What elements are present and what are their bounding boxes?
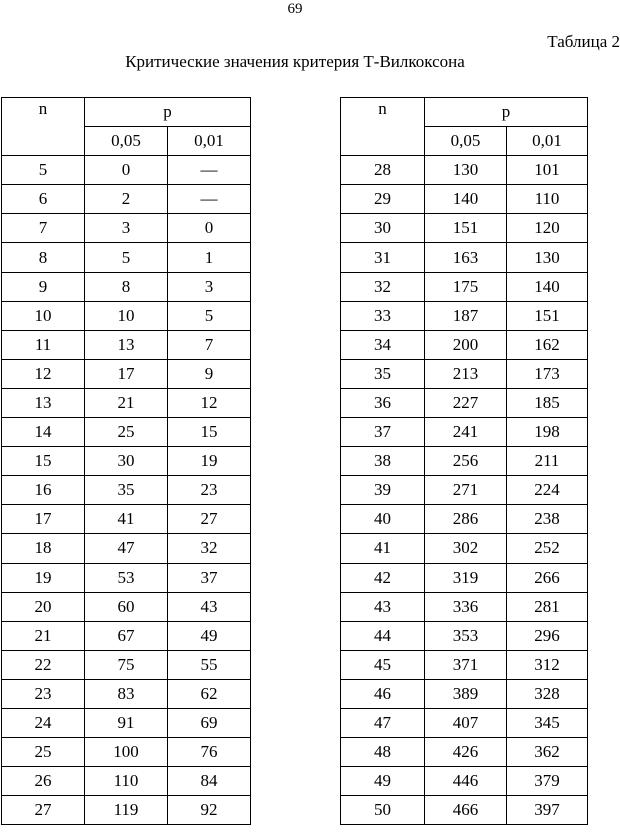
cell-n: 11 — [2, 330, 85, 359]
cell-p-001: 312 — [507, 650, 588, 679]
header-n: n — [341, 98, 425, 156]
cell-p-005: 8 — [85, 272, 168, 301]
cell-p-005: 200 — [425, 330, 507, 359]
cell-p-001: 120 — [507, 214, 588, 243]
table-row — [2, 185, 251, 214]
table-row — [341, 301, 588, 330]
table-row — [2, 388, 251, 417]
cell-p-001: 62 — [168, 679, 251, 708]
cell-p-005: 140 — [425, 185, 507, 214]
cell-n: 21 — [2, 621, 85, 650]
cell-n: 24 — [2, 708, 85, 737]
cell-p-005: 30 — [85, 447, 168, 476]
cell-n: 42 — [341, 563, 425, 592]
cell-p-005: 13 — [85, 330, 168, 359]
cell-p-001: 0 — [168, 214, 251, 243]
table-row — [2, 650, 251, 679]
table-row — [341, 388, 588, 417]
cell-p-005: 426 — [425, 738, 507, 767]
cell-n: 43 — [341, 592, 425, 621]
table-row — [2, 214, 251, 243]
cell-n: 30 — [341, 214, 425, 243]
header-p-005: 0,05 — [85, 127, 168, 156]
cell-p-005: 241 — [425, 418, 507, 447]
cell-n: 10 — [2, 301, 85, 330]
cell-p-005: 389 — [425, 679, 507, 708]
cell-n: 29 — [341, 185, 425, 214]
table-row — [2, 563, 251, 592]
cell-n: 44 — [341, 621, 425, 650]
table-row — [2, 679, 251, 708]
table-row — [2, 272, 251, 301]
table-row — [2, 505, 251, 534]
cell-p-001: 130 — [507, 243, 588, 272]
cell-p-005: 100 — [85, 738, 168, 767]
cell-p-005: 2 — [85, 185, 168, 214]
cell-p-001: 281 — [507, 592, 588, 621]
cell-p-005: 75 — [85, 650, 168, 679]
cell-p-001: 9 — [168, 359, 251, 388]
cell-p-001: 7 — [168, 330, 251, 359]
cell-p-001: 362 — [507, 738, 588, 767]
cell-p-005: 151 — [425, 214, 507, 243]
cell-n: 35 — [341, 359, 425, 388]
cell-p-005: 41 — [85, 505, 168, 534]
cell-p-001: 92 — [168, 796, 251, 825]
cell-n: 15 — [2, 447, 85, 476]
cell-p-001: 1 — [168, 243, 251, 272]
cell-n: 34 — [341, 330, 425, 359]
cell-n: 32 — [341, 272, 425, 301]
table-row — [341, 243, 588, 272]
table-row — [2, 243, 251, 272]
table-row — [341, 679, 588, 708]
cell-p-005: 91 — [85, 708, 168, 737]
cell-p-005: 83 — [85, 679, 168, 708]
cell-p-001: 379 — [507, 767, 588, 796]
cell-n: 47 — [341, 708, 425, 737]
table-label: Таблица 2 — [547, 32, 620, 51]
cell-p-001: 27 — [168, 505, 251, 534]
cell-n: 26 — [2, 767, 85, 796]
cell-n: 20 — [2, 592, 85, 621]
page-number: 69 — [287, 1, 303, 17]
cell-p-001: 162 — [507, 330, 588, 359]
cell-p-001: 5 — [168, 301, 251, 330]
table-row — [341, 156, 588, 185]
table-row — [2, 767, 251, 796]
table-row — [341, 505, 588, 534]
cell-p-001: 296 — [507, 621, 588, 650]
cell-n: 8 — [2, 243, 85, 272]
cell-p-005: 25 — [85, 418, 168, 447]
table-row — [2, 534, 251, 563]
cell-n: 49 — [341, 767, 425, 796]
critical-values-table-right — [340, 97, 588, 825]
cell-p-005: 163 — [425, 243, 507, 272]
cell-n: 45 — [341, 650, 425, 679]
critical-values-table-left — [1, 97, 251, 825]
cell-n: 31 — [341, 243, 425, 272]
cell-n: 37 — [341, 418, 425, 447]
cell-p-001: — — [168, 156, 251, 185]
table-row — [341, 621, 588, 650]
cell-n: 7 — [2, 214, 85, 243]
cell-p-005: 10 — [85, 301, 168, 330]
cell-n: 18 — [2, 534, 85, 563]
cell-p-005: 446 — [425, 767, 507, 796]
cell-p-005: 17 — [85, 359, 168, 388]
table-row — [341, 650, 588, 679]
table-row — [2, 301, 251, 330]
table-row — [2, 796, 251, 825]
cell-p-001: 328 — [507, 679, 588, 708]
table-row — [341, 563, 588, 592]
cell-p-001: 224 — [507, 476, 588, 505]
cell-n: 9 — [2, 272, 85, 301]
cell-p-001: 238 — [507, 505, 588, 534]
header-row — [341, 98, 588, 127]
table-row — [341, 330, 588, 359]
table-row — [2, 447, 251, 476]
cell-p-005: 256 — [425, 447, 507, 476]
table-row — [341, 272, 588, 301]
header-n: n — [2, 98, 85, 156]
cell-p-005: 227 — [425, 388, 507, 417]
cell-p-001: 76 — [168, 738, 251, 767]
cell-p-005: 60 — [85, 592, 168, 621]
cell-p-005: 407 — [425, 708, 507, 737]
cell-p-005: 21 — [85, 388, 168, 417]
cell-p-005: 353 — [425, 621, 507, 650]
header-row — [2, 98, 251, 127]
cell-n: 13 — [2, 388, 85, 417]
table-row — [341, 738, 588, 767]
cell-p-005: 371 — [425, 650, 507, 679]
table-row — [341, 447, 588, 476]
cell-n: 46 — [341, 679, 425, 708]
table-row — [341, 476, 588, 505]
cell-p-001: 110 — [507, 185, 588, 214]
cell-p-001: 84 — [168, 767, 251, 796]
cell-p-005: 187 — [425, 301, 507, 330]
cell-n: 40 — [341, 505, 425, 534]
cell-p-005: 213 — [425, 359, 507, 388]
cell-p-001: 49 — [168, 621, 251, 650]
cell-p-005: 130 — [425, 156, 507, 185]
cell-p-001: 198 — [507, 418, 588, 447]
cell-n: 5 — [2, 156, 85, 185]
table-row — [2, 359, 251, 388]
cell-p-001: 12 — [168, 388, 251, 417]
cell-n: 16 — [2, 476, 85, 505]
cell-p-001: 69 — [168, 708, 251, 737]
table-row — [2, 621, 251, 650]
cell-p-001: 15 — [168, 418, 251, 447]
cell-p-005: 271 — [425, 476, 507, 505]
header-p: p — [85, 98, 251, 127]
table-title: Критические значения критерия Т-Вилкоксона — [125, 52, 465, 71]
cell-n: 23 — [2, 679, 85, 708]
cell-p-005: 67 — [85, 621, 168, 650]
cell-n: 14 — [2, 418, 85, 447]
table-row — [341, 592, 588, 621]
cell-p-005: 47 — [85, 534, 168, 563]
cell-p-005: 175 — [425, 272, 507, 301]
table-row — [2, 592, 251, 621]
cell-p-005: 5 — [85, 243, 168, 272]
cell-p-005: 466 — [425, 796, 507, 825]
table-row — [2, 156, 251, 185]
cell-p-005: 3 — [85, 214, 168, 243]
header-p-001: 0,01 — [168, 127, 251, 156]
cell-n: 41 — [341, 534, 425, 563]
cell-p-005: 336 — [425, 592, 507, 621]
table-row — [341, 534, 588, 563]
cell-n: 17 — [2, 505, 85, 534]
table-row — [341, 185, 588, 214]
cell-p-001: 23 — [168, 476, 251, 505]
cell-p-001: 185 — [507, 388, 588, 417]
cell-p-001: 151 — [507, 301, 588, 330]
cell-n: 39 — [341, 476, 425, 505]
cell-p-005: 53 — [85, 563, 168, 592]
cell-p-001: 345 — [507, 708, 588, 737]
table-row — [2, 476, 251, 505]
cell-p-005: 0 — [85, 156, 168, 185]
table-row — [341, 359, 588, 388]
cell-p-001: 252 — [507, 534, 588, 563]
cell-n: 48 — [341, 738, 425, 767]
cell-n: 27 — [2, 796, 85, 825]
table-row — [2, 418, 251, 447]
cell-n: 25 — [2, 738, 85, 767]
header-p-005: 0,05 — [425, 127, 507, 156]
table-row — [341, 214, 588, 243]
cell-n: 19 — [2, 563, 85, 592]
table-row — [2, 330, 251, 359]
cell-p-005: 110 — [85, 767, 168, 796]
cell-p-001: 140 — [507, 272, 588, 301]
header-p-001: 0,01 — [507, 127, 588, 156]
cell-p-001: 55 — [168, 650, 251, 679]
cell-n: 22 — [2, 650, 85, 679]
cell-p-005: 35 — [85, 476, 168, 505]
header-p: p — [425, 98, 588, 127]
cell-n: 28 — [341, 156, 425, 185]
cell-p-001: 173 — [507, 359, 588, 388]
cell-p-001: 266 — [507, 563, 588, 592]
cell-p-001: 19 — [168, 447, 251, 476]
cell-p-001: 43 — [168, 592, 251, 621]
table-row — [341, 796, 588, 825]
cell-p-001: — — [168, 185, 251, 214]
cell-p-001: 211 — [507, 447, 588, 476]
cell-p-001: 397 — [507, 796, 588, 825]
table-row — [341, 767, 588, 796]
cell-p-001: 37 — [168, 563, 251, 592]
cell-p-001: 3 — [168, 272, 251, 301]
cell-p-001: 32 — [168, 534, 251, 563]
cell-p-005: 286 — [425, 505, 507, 534]
cell-n: 36 — [341, 388, 425, 417]
cell-p-001: 101 — [507, 156, 588, 185]
cell-p-005: 119 — [85, 796, 168, 825]
cell-n: 38 — [341, 447, 425, 476]
cell-p-005: 319 — [425, 563, 507, 592]
cell-n: 6 — [2, 185, 85, 214]
cell-n: 33 — [341, 301, 425, 330]
table-row — [341, 708, 588, 737]
cell-n: 12 — [2, 359, 85, 388]
table-row — [2, 708, 251, 737]
table-row — [341, 418, 588, 447]
cell-p-005: 302 — [425, 534, 507, 563]
cell-n: 50 — [341, 796, 425, 825]
table-row — [2, 738, 251, 767]
